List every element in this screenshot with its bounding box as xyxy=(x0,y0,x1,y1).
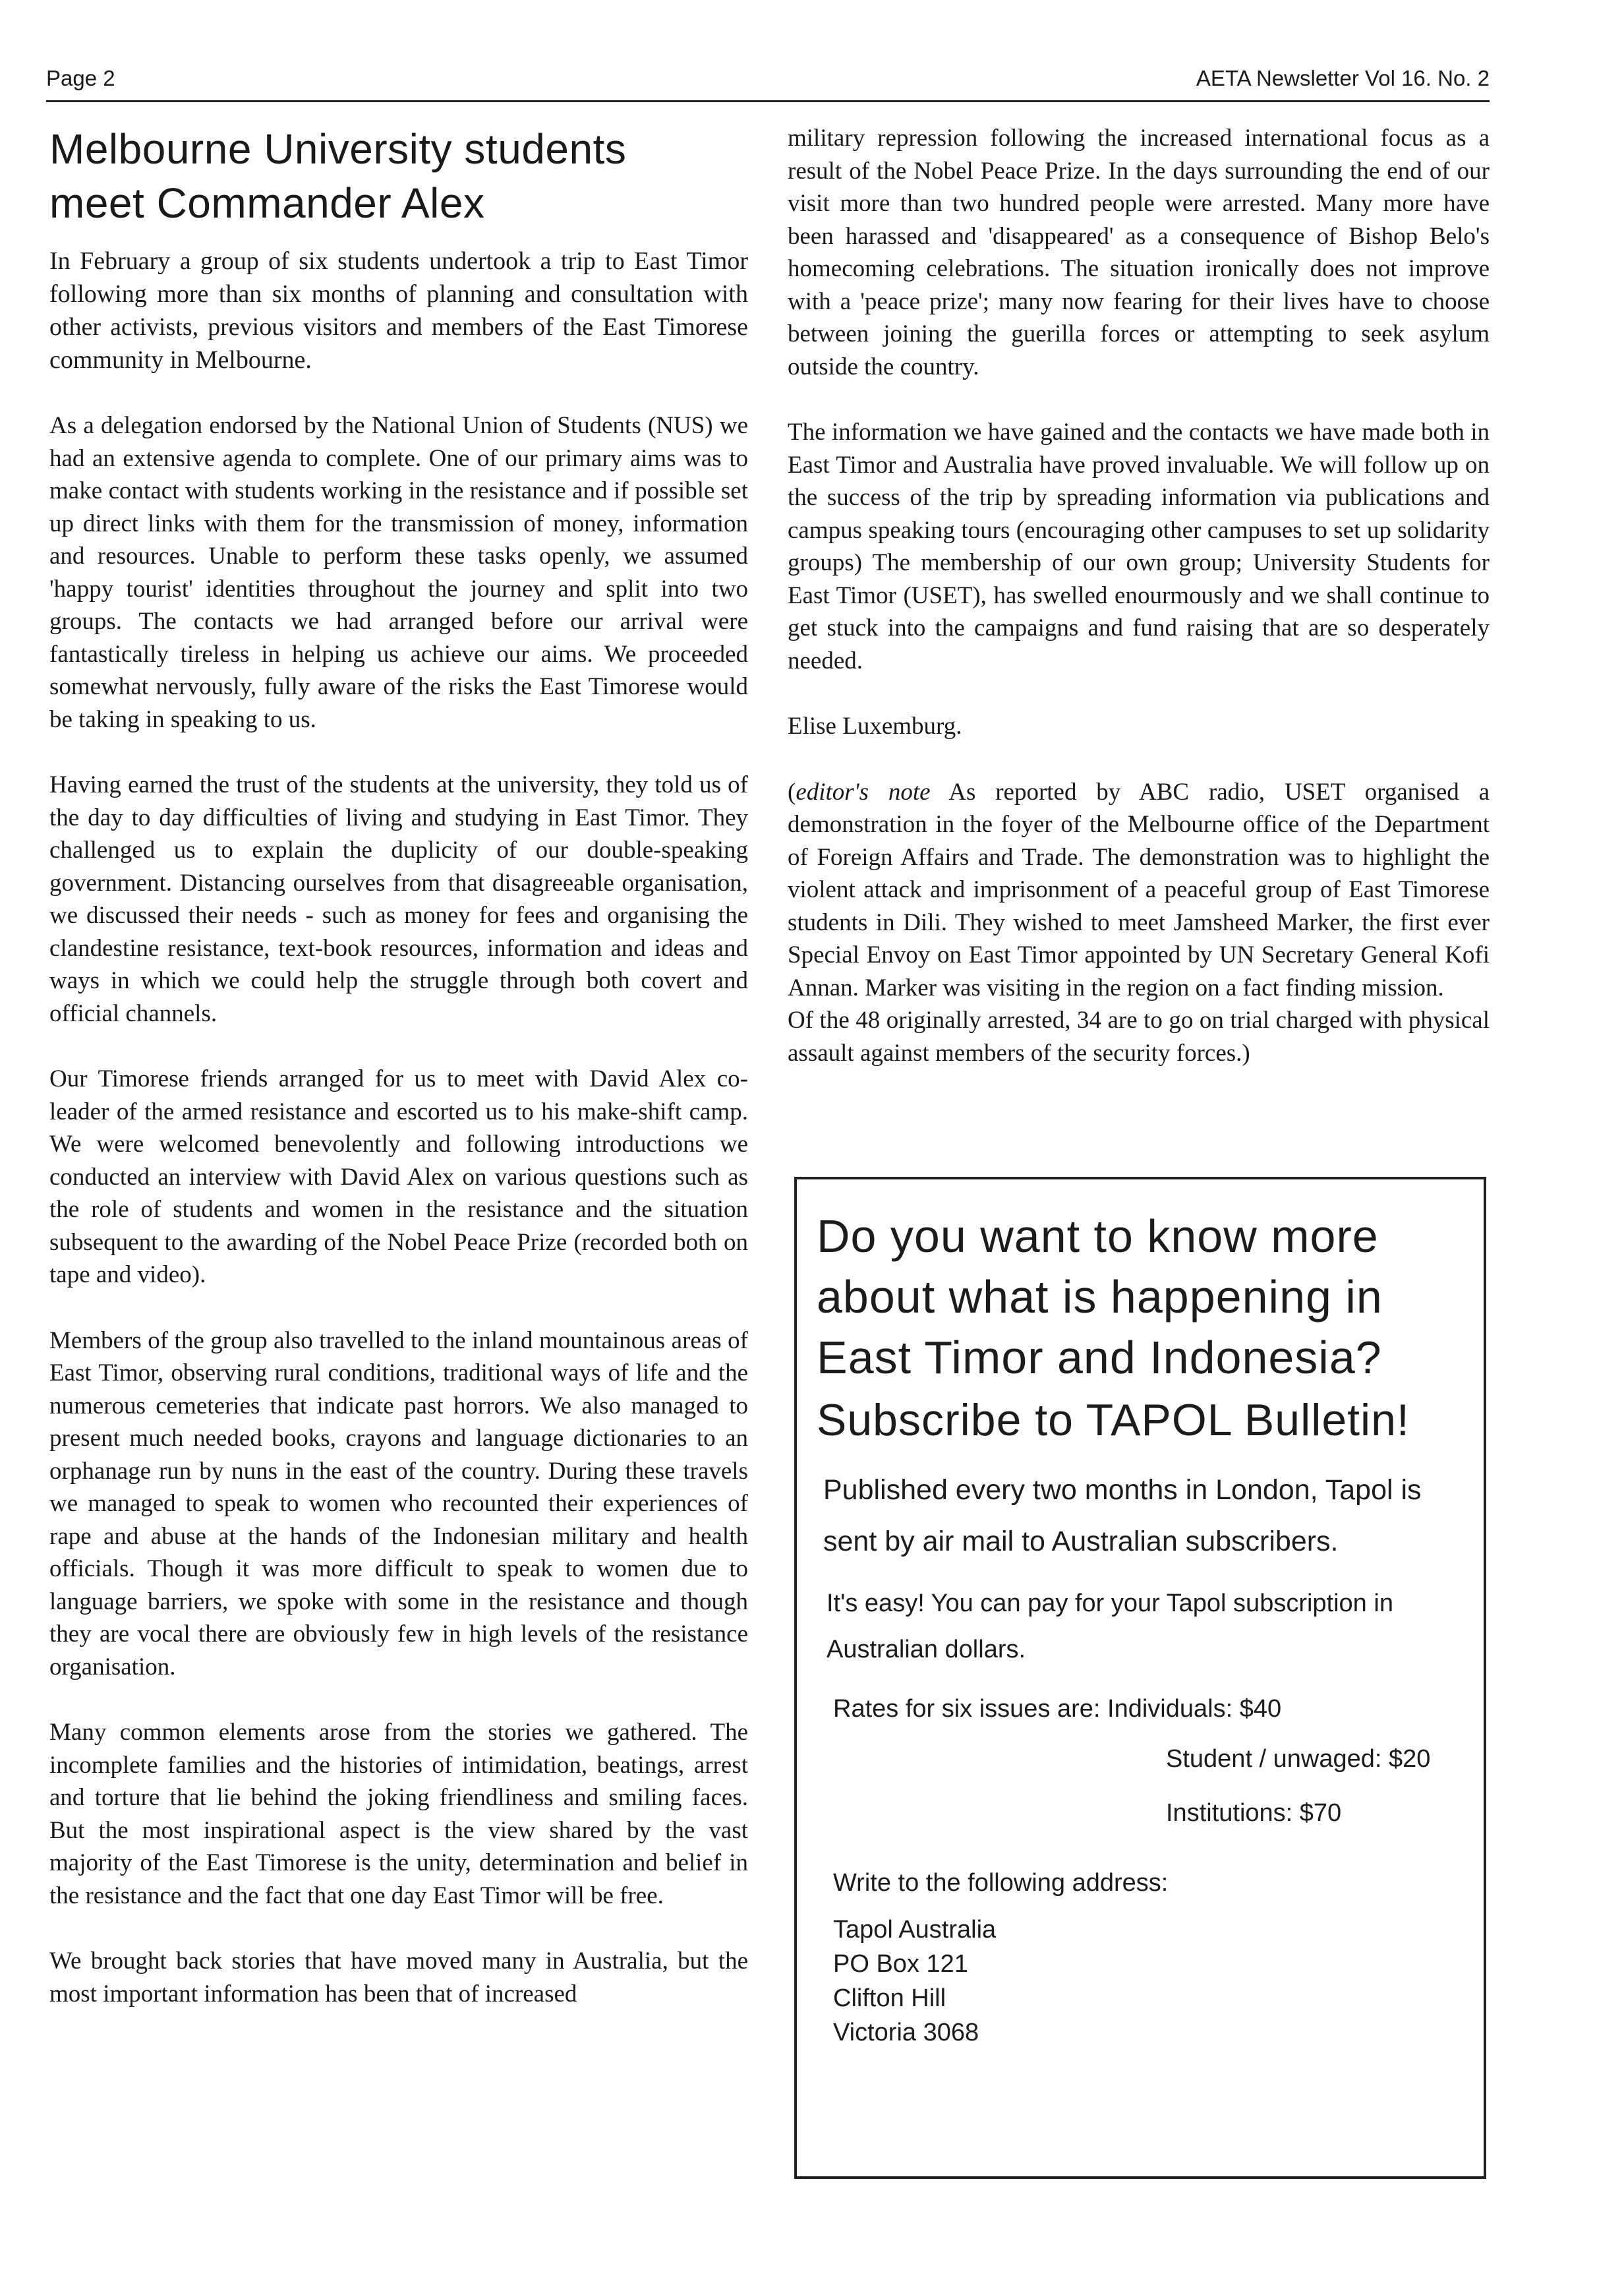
headline-line-2: meet Commander Alex xyxy=(49,179,485,227)
article-paragraph: Members of the group also travelled to the inland mountainous areas of East Timor, observing rural conditions, traditional ways of life and the numerous cemeteries that indicate past horrors. We also managed to present much needed books, crayons and language dictionaries to an orphanage run by nuns in the east of the country. During these travels we managed to speak to women who recounted their experiences of rape and abuse at the hands of the Indonesian military and health officials. Though it was more difficult to speak to women due to language barriers, we spoke with some in the resistance and though they are vocal there are obviously few in high levels of the resistance organisation. xyxy=(49,1326,748,1680)
editor-note-text-2: Of the 48 originally arrested, 34 are to go on trial charged with physical assault against members of the security forces.) xyxy=(788,1007,1490,1067)
page-number: Page 2 xyxy=(46,66,115,90)
address-line: Clifton Hill xyxy=(833,1984,946,2012)
article-paragraph: Our Timorese friends arranged for us to meet with David Alex co-leader of the armed resistance and escorted us to his make-shift camp. We were welcomed benevolently and following introductions we conducted an interview with David Alex on various questions such as the role of students and women in the resistance and the situation subsequent to the awarding of the Nobel Peace Prize (recorded both on tape and video). xyxy=(49,1065,748,1288)
header-divider xyxy=(46,100,1490,102)
editor-note-label: editor's note xyxy=(796,778,931,806)
article-author: Elise Luxemburg. xyxy=(788,713,962,740)
left-column xyxy=(49,122,748,2043)
article-lead: In February a group of six students undertook a trip to East Timor following more than six months of planning and consultation with other activists, previous visitors and members of the East Timorese community in Melbourne. xyxy=(49,247,748,374)
editor-note xyxy=(788,776,1490,1070)
editor-note-text: As reported by ABC radio, USET organised a demonstration in the foyer of the Melbourne office of the Department of Foreign Affairs and Trade. The demonstration was to highlight the violent attack and imprisonment of a peaceful group of East Timorese students in Dili. They wished to meet Jamsheed Marker, the first ever Special Envoy on East Timor appointed by UN Secretary General Kofi Annan. Marker was visiting in the region on a fact finding mission. xyxy=(788,778,1490,1001)
article-paragraph: Many common elements arose from the stories we gathered. The incomplete families and the histories of intimidation, beatings, arrest and torture that lie behind the joking friendliness and smiling faces. But the most inspirational aspect is the view shared by the vast majority of the East Timorese is the unity, determination and belief in the resistance and the fact that one day East Timor will be free. xyxy=(49,1719,748,1909)
advert-rate-institutions: Institutions: $70 xyxy=(1166,1799,1342,1827)
address-line: Victoria 3068 xyxy=(833,2019,979,2046)
article-paragraph: Having earned the trust of the students at the university, they told us of the day to day difficulties of living and studying in East Timor. They challenged us to explain the duplicity of our double-speaking government. Distancing ourselves from that disagreeable organisation, we discussed their needs - such as money for fees and organising the clandestine resistance, text-book resources, information and ideas and ways in which we could help the struggle through both covert and official channels. xyxy=(49,771,748,1027)
advert-address xyxy=(833,1913,1464,2050)
advert-content xyxy=(817,1206,1464,2050)
headline-line-1: Melbourne University students xyxy=(49,125,627,173)
address-line: PO Box 121 xyxy=(833,1950,968,1978)
advert-rate-student: Student / unwaged: $20 xyxy=(1166,1745,1431,1773)
advert-rates-individuals: Rates for six issues are: Individuals: $40 xyxy=(833,1695,1282,1723)
article-paragraph: military repression following the increased international focus as a result of the Nobel Peace Prize. In the days surrounding the end of our visit more than two hundred people were arrested. Many more have been harassed and 'disappeared' as a consequence of Bishop Belo's homecoming celebrations. The situation ironically does not improve with a 'peace prize'; many now fearing for their lives have to choose between joining the guerilla forces or attempting to seek asylum outside the country. xyxy=(788,125,1490,380)
advert-write-to: Write to the following address: xyxy=(833,1869,1169,1897)
page-header xyxy=(46,61,1490,100)
advert-payment-info: It's easy! You can pay for your Tapol subscription in Australian dollars. xyxy=(826,1590,1393,1663)
article-headline xyxy=(49,122,748,230)
editor-note-body xyxy=(788,776,1490,1005)
article-paragraph: The information we have gained and the contacts we have made both in East Timor and Australia have proved invaluable. We will follow up on the success of the trip by spreading information via publications and campus speaking tours (encouraging other campuses to set up solidarity groups) The membership of our own group; University Students for East Timor (USET), has swelled enourmously and we shall continue to get stuck into the campaigns and fund raising that are so desperately needed. xyxy=(788,419,1490,674)
article-paragraph: We brought back stories that have moved many in Australia, but the most important information has been that of increased xyxy=(49,1947,748,2007)
publication-title: AETA Newsletter Vol 16. No. 2 xyxy=(1196,66,1490,90)
address-line: Tapol Australia xyxy=(833,1916,997,1944)
advert-published-info: Published every two months in London, Tapol is sent by air mail to Australian subscribers. xyxy=(823,1474,1422,1557)
advert-question: Do you want to know more about what is happening in East Timor and Indonesia? xyxy=(817,1210,1383,1383)
tapol-advert-box xyxy=(794,1177,1486,2179)
editor-note-open-paren: ( xyxy=(788,778,796,806)
right-column xyxy=(788,122,1490,1069)
article-paragraph: As a delegation endorsed by the National Union of Students (NUS) we had an extensive agenda to complete. One of our primary aims was to make contact with students working in the resistance and if possible set up direct links with them for the transmission of money, information and resources. Unable to perform these tasks openly, we assumed 'happy tourist' identities throughout the journey and split into two groups. The contacts we had arranged before our arrival were fantastically tireless in helping us achieve our aims. We proceeded somewhat nervously, fully aware of the risks the East Timorese would be taking in speaking to us. xyxy=(49,412,748,733)
advert-call-to-action: Subscribe to TAPOL Bulletin! xyxy=(817,1395,1410,1445)
